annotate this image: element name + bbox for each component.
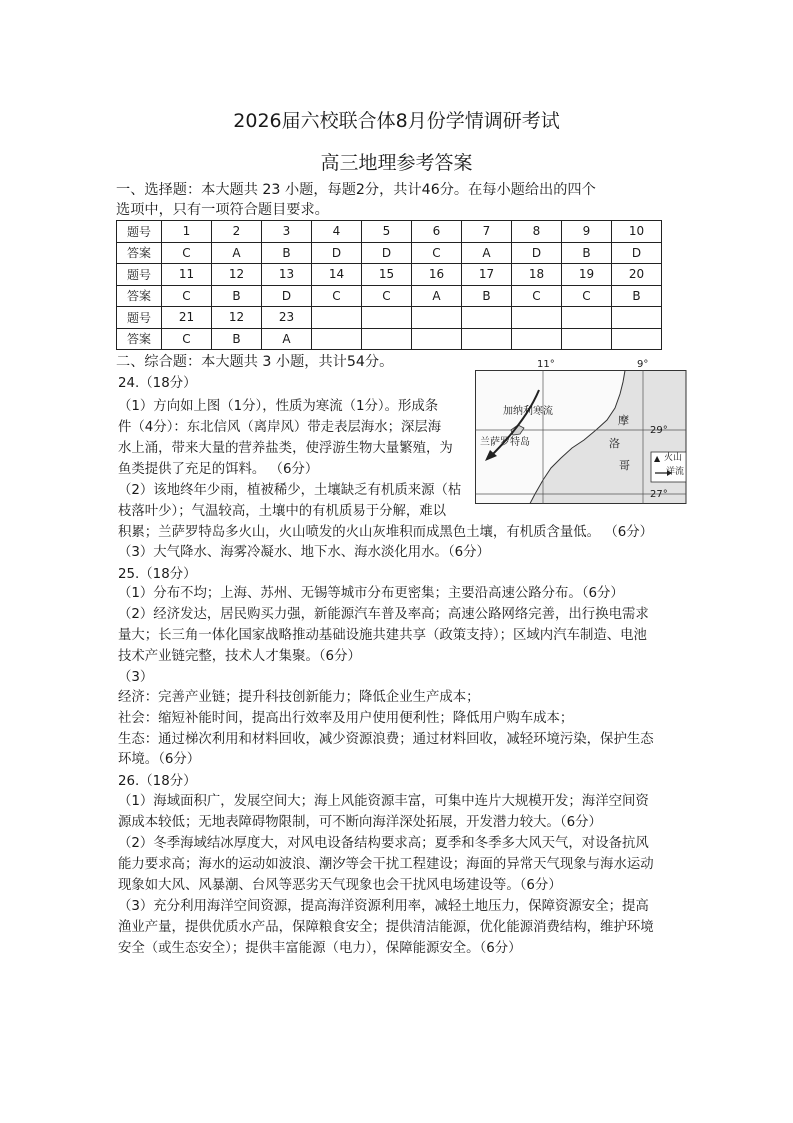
legend-volcano-label: 火山 — [664, 453, 683, 463]
q24-line1: （1）方向如上图（1分），性质为寒流（1分）。形成条 — [118, 399, 439, 414]
q25-line1: （1）分布不均；上海、苏州、无锡等城市分布更密集；主要沿高速公路分布。（6分） — [118, 586, 624, 601]
q26-line5: 现象如大风、风暴潮、台风等恶劣天气现象也会干扰风电场建设等。（6分） — [118, 878, 562, 893]
doc-title: 2026届六校联合体8月份学情调研考试 — [233, 110, 560, 132]
country-char-3: 哥 — [619, 459, 630, 472]
volcano-icon: ▲ — [654, 454, 661, 463]
table-cell: 10 — [612, 221, 662, 243]
table-cell: C — [562, 285, 612, 307]
table-cell: C — [162, 285, 212, 307]
q24-line4: 鱼类提供了充足的饵料。 （6分） — [118, 462, 319, 477]
row-label: 题号 — [117, 264, 162, 286]
q26-line3: （2）冬季海域结冰厚度大，对风电设备结构要求高；夏季和冬季多大风天气，对设备抗风 — [118, 836, 649, 851]
lat-label-29: 29° — [650, 425, 668, 436]
table-cell: 13 — [262, 264, 312, 286]
table-cell: 7 — [462, 221, 512, 243]
table-cell: 5 — [362, 221, 412, 243]
table-cell: B — [462, 285, 512, 307]
table-row — [117, 285, 662, 307]
table-cell: C — [162, 328, 212, 350]
table-cell: A — [262, 328, 312, 350]
table-cell: 3 — [262, 221, 312, 243]
q25-line5: （3） — [118, 670, 154, 685]
table-cell: 19 — [562, 264, 612, 286]
q25-title: 25.（18分） — [118, 567, 197, 582]
table-cell: C — [362, 285, 412, 307]
table-row — [117, 221, 662, 243]
q24-line8: （3）大气降水、海雾冷凝水、地下水、海水淡化用水。（6分） — [118, 545, 490, 560]
table-cell — [312, 328, 362, 350]
table-cell: B — [212, 285, 262, 307]
table-cell: 2 — [212, 221, 262, 243]
q26-line8: 安全（或生态安全）；提供丰富能源（电力），保障能源安全。（6分） — [118, 941, 522, 956]
table-cell: 8 — [512, 221, 562, 243]
table-cell — [612, 307, 662, 329]
q25-line7: 社会：缩短补能时间，提高出行效率及用户使用便利性；降低用户购车成本； — [118, 711, 574, 726]
table-cell — [362, 307, 412, 329]
table-cell: D — [362, 242, 412, 264]
q24-line7: 积累；兰萨罗特岛多火山，火山喷发的火山灰堆积而成黑色土壤，有机质含量低。 （6分） — [118, 525, 654, 540]
section2-heading: 二、综合题：本大题共 3 小题，共计54分。 — [116, 354, 394, 370]
table-row — [117, 328, 662, 350]
table-row — [117, 264, 662, 286]
table-cell: B — [262, 242, 312, 264]
q25-line9: 环境。（6分） — [118, 752, 201, 767]
table-cell: 12 — [212, 264, 262, 286]
q26-line4: 能力要求高；海水的运动如波浪、潮汐等会干扰工程建设；海面的异常天气现象与海水运动 — [118, 857, 654, 872]
table-cell: 23 — [262, 307, 312, 329]
row-label: 答案 — [117, 285, 162, 307]
doc-subtitle: 高三地理参考答案 — [320, 152, 473, 174]
table-cell: D — [512, 242, 562, 264]
table-cell: D — [312, 242, 362, 264]
legend-current-label: 洋流 — [666, 467, 685, 477]
table-cell: 16 — [412, 264, 462, 286]
country-char-1: 摩 — [618, 414, 629, 427]
q26-line6: （3）充分利用海洋空间资源，提高海洋资源利用率，减轻土地压力，保障资源安全；提高 — [118, 899, 649, 914]
table-cell — [462, 307, 512, 329]
table-cell: D — [262, 285, 312, 307]
table-cell — [562, 328, 612, 350]
table-cell: 15 — [362, 264, 412, 286]
table-cell: 6 — [412, 221, 462, 243]
table-cell — [412, 307, 462, 329]
island-label: 兰萨罗特岛 — [480, 437, 530, 448]
table-cell: 12 — [212, 307, 262, 329]
table-cell — [612, 328, 662, 350]
q24-line6: 枝落叶少）；气温较高，土壤中的有机质易于分解，难以 — [118, 504, 447, 519]
q24-line2: 件（4分）：东北信风（离岸风）带走表层海水；深层海 — [118, 420, 442, 435]
country-char-2: 洛 — [609, 437, 620, 450]
table-cell: 1 — [162, 221, 212, 243]
current-label: 加纳利寒流 — [503, 406, 553, 417]
table-cell — [362, 328, 412, 350]
table-cell: B — [612, 285, 662, 307]
q25-line4: 技术产业链完整，技术人才集聚。（6分） — [118, 649, 361, 664]
table-cell: C — [162, 242, 212, 264]
q25-line3: 量大；长三角一体化国家战略推动基础设施共建共享（政策支持）；区域内汽车制造、电池 — [118, 628, 647, 643]
table-cell: 9 — [562, 221, 612, 243]
q24-line3: 水上涌，带来大量的营养盐类，使浮游生物大量繁殖，为 — [118, 441, 453, 456]
lat-label-27: 27° — [650, 489, 668, 500]
q24-line5: （2）该地终年少雨，植被稀少，土壤缺乏有机质来源（枯 — [118, 483, 462, 498]
table-row — [117, 307, 662, 329]
table-cell — [562, 307, 612, 329]
table-cell: C — [412, 242, 462, 264]
table-cell — [512, 328, 562, 350]
table-cell: A — [462, 242, 512, 264]
q26-title: 26.（18分） — [118, 774, 197, 789]
table-cell — [512, 307, 562, 329]
table-cell: 4 — [312, 221, 362, 243]
q25-line2: （2）经济发达，居民购买力强，新能源汽车普及率高；高速公路网络完善，出行换电需求 — [118, 607, 649, 622]
table-cell: C — [512, 285, 562, 307]
section1-heading-line1: 一、选择题：本大题共 23 小题，每题2分，共计46分。在每小题给出的四个 — [116, 182, 596, 198]
table-row — [117, 242, 662, 264]
q26-line1: （1）海域面积广，发展空间大；海上风能资源丰富，可集中连片大规模开发；海洋空间资 — [118, 794, 649, 809]
table-cell: 18 — [512, 264, 562, 286]
row-label: 题号 — [117, 221, 162, 243]
section1-heading-line2: 选项中，只有一项符合题目要求。 — [116, 202, 329, 218]
table-cell: B — [212, 328, 262, 350]
q25-line6: 经济：完善产业链；提升科技创新能力；降低企业生产成本； — [118, 690, 480, 705]
lon-label-9: 9° — [637, 359, 649, 370]
table-cell: A — [212, 242, 262, 264]
table-cell: D — [612, 242, 662, 264]
q26-line7: 渔业产量，提供优质水产品，保障粮食安全；提供清洁能源，优化能源消费结构，维护环境 — [118, 920, 654, 935]
table-cell: A — [412, 285, 462, 307]
table-cell: 14 — [312, 264, 362, 286]
table-cell: B — [562, 242, 612, 264]
table-cell: 20 — [612, 264, 662, 286]
q24-title: 24.（18分） — [118, 376, 197, 391]
table-cell — [412, 328, 462, 350]
table-cell — [462, 328, 512, 350]
row-label: 答案 — [117, 242, 162, 264]
q25-line8: 生态：通过梯次利用和材料回收，减少资源浪费；通过材料回收，减轻环境污染，保护生态 — [118, 732, 654, 747]
table-cell: C — [312, 285, 362, 307]
q26-line2: 源成本较低；无地表障碍物限制，可不断向海洋深处拓展，开发潜力较大。（6分） — [118, 815, 602, 830]
answer-table — [116, 220, 662, 350]
table-cell — [312, 307, 362, 329]
lon-label-11: 11° — [537, 359, 555, 370]
row-label: 答案 — [117, 328, 162, 350]
table-cell: 17 — [462, 264, 512, 286]
table-cell: 21 — [162, 307, 212, 329]
row-label: 题号 — [117, 307, 162, 329]
table-cell: 11 — [162, 264, 212, 286]
